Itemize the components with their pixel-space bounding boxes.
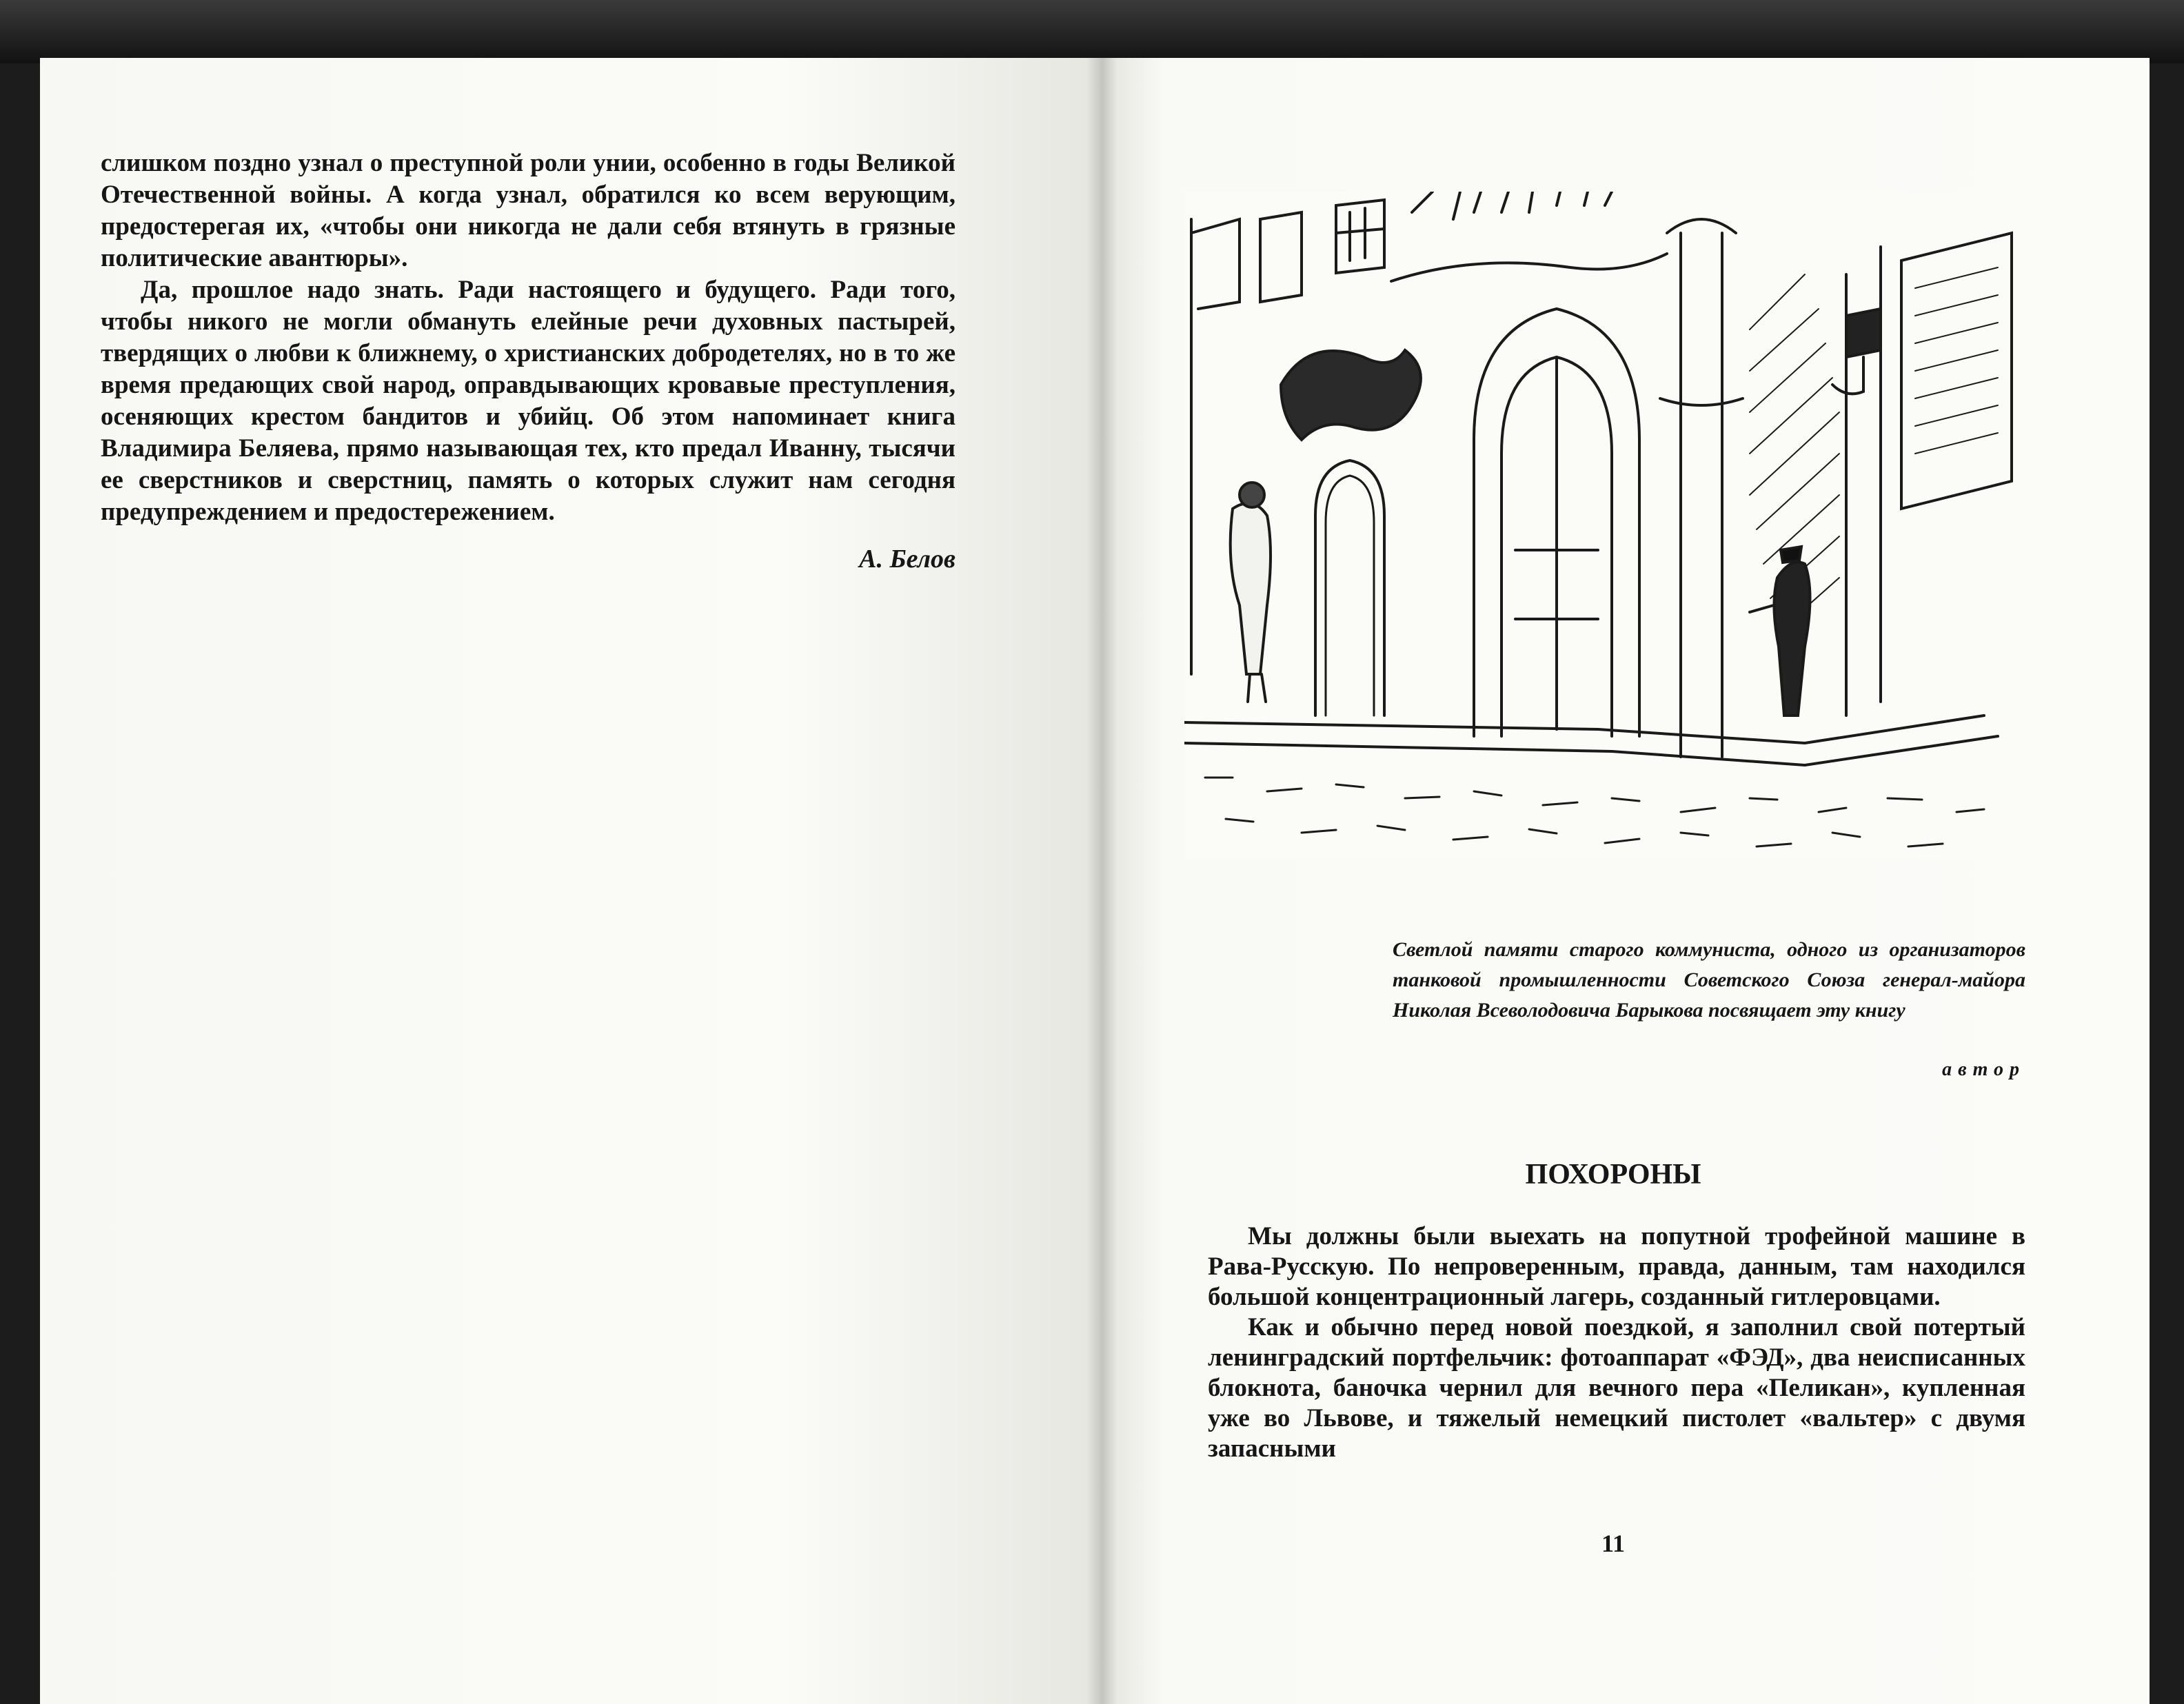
page-number: 11 [1601, 1530, 1625, 1557]
right-page-text [1208, 1221, 2025, 1464]
right-paragraph-1: Мы должны были выехать на попутной трофейной машине в Рава-Русскую. По непроверенным, правда, данным, там находился большой концентрационный лагерь, созданный гитлеровцами. [1208, 1222, 2025, 1311]
right-paragraph-2: Как и обычно перед новой поездкой, я заполнил свой потертый ленинградский портфельчик: фотоаппарат «ФЭД», два неисписанных блокнота, баночка чернил для вечного пера «Пеликан», купленная уже во Львове, и тяжелый немецкий пистолет «вальтер» с двумя запасными [1208, 1313, 2025, 1463]
dedication-author: автор [1942, 1059, 2025, 1080]
scan-background [0, 0, 2184, 63]
left-page-text [101, 148, 956, 575]
signature: А. Белов [859, 545, 956, 574]
left-paragraph-2: Да, прошлое надо знать. Ради настоящего и будущего. Ради того, чтобы никого не могли обмануть елейные речи духовных пастырей, твердящих о любви к ближнему, о христианских добродетелях, но в то же время предающих свой народ, оправдывающих кровавые преступления, осеняющих крестом бандитов и убийц. Об этом напоминает книга Владимира Беляева, прямо называющая тех, кто предал Иванну, тысячи ее сверстников и сверстниц, память о которых служит нам сегодня предупреждением и предостережением. [101, 276, 956, 526]
chapter-title: ПОХОРОНЫ [1525, 1159, 1701, 1190]
book-gutter [1086, 58, 1117, 1704]
street-illustration [1184, 192, 2032, 858]
left-paragraph-1: слишком поздно узнал о преступной роли унии, особенно в годы Великой Отечественной войны. А когда узнал, обратился ко всем верующим, предостерегая их, «чтобы они никогда не дали себя втянуть в грязные политические авантюры». [101, 149, 956, 272]
dedication-text: Светлой памяти старого коммуниста, одного из организаторов танковой промышленности Советского Союза генерал-майора Николая Всеволодовича Барыкова посвящает эту книгу [1393, 938, 2025, 1022]
